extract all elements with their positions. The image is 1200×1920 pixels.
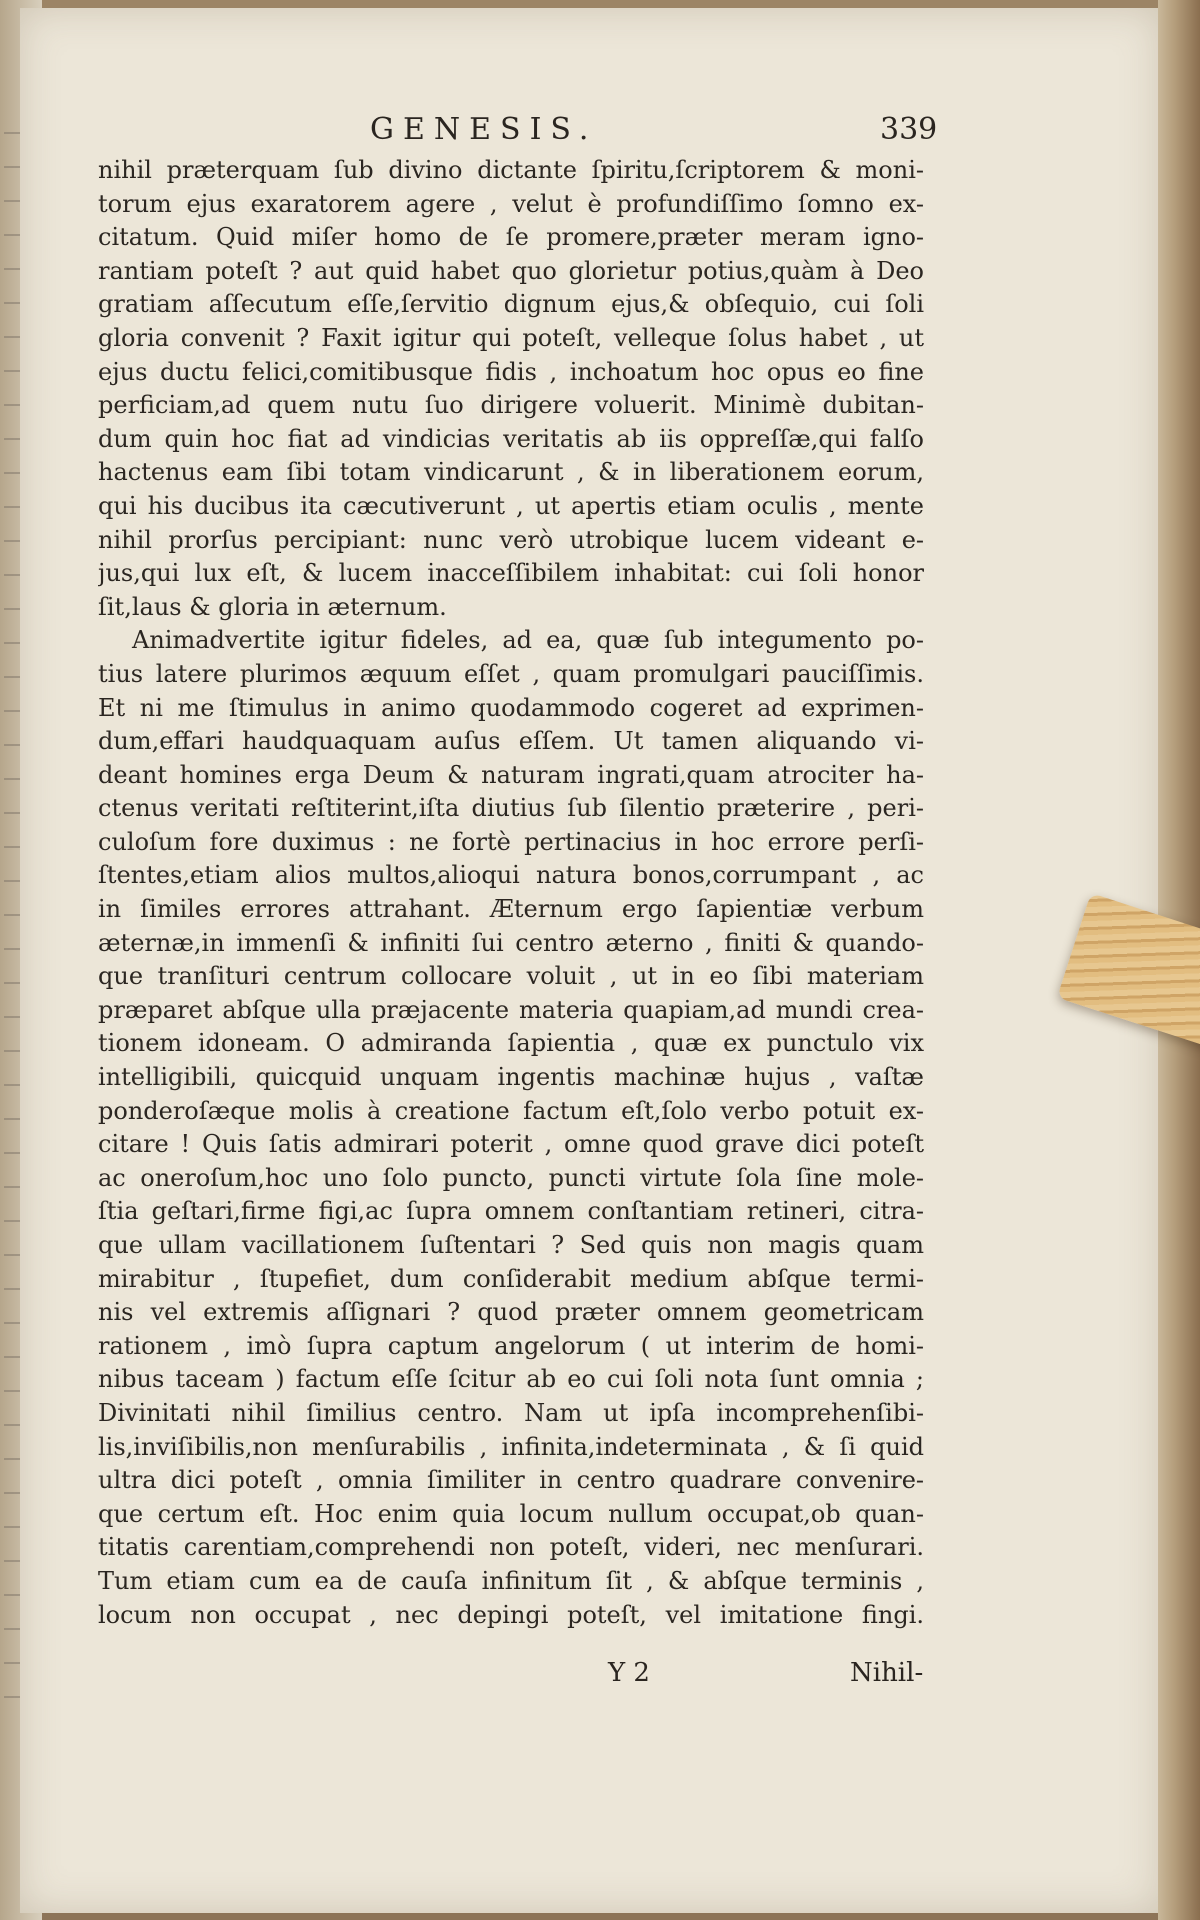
text-line: æternæ,in immenſi & infiniti ſui centro æterno , finiti & quando-	[98, 928, 924, 957]
text-line: ſtia geſtari,firme figi,ac ſupra omnem conſtantiam retineri, citra-	[98, 1197, 924, 1226]
text-line: dum quin hoc fiat ad vindicias veritatis ab iis oppreſſæ,qui falſo	[98, 424, 924, 453]
text-line: ultra dici poteſt , omnia ſimiliter in centro quadrare convenire-	[98, 1466, 924, 1495]
body-text	[98, 154, 924, 1632]
text-line: ctenus veritati reſtiterint,iſta diutius ſub ſilentio præterire , peri-	[98, 794, 924, 823]
text-line: nibus taceam ) factum eſſe ſcitur ab eo cui ſoli nota ſunt omnia ;	[98, 1365, 924, 1394]
text-line: locum non occupat , nec depingi poteſt, vel imitatione fingi.	[98, 1600, 924, 1629]
text-line: tius latere plurimos æquum eſſet , quam promulgari pauciſſimis.	[98, 659, 924, 688]
text-line: nihil prorſus percipiant: nunc verò utrobique lucem videant e-	[98, 525, 924, 554]
text-line: ſit,laus & gloria in æternum.	[98, 592, 447, 621]
page-header	[80, 112, 1060, 152]
text-line: ſtentes,etiam alios multos,alioqui natura bonos,corrumpant , ac	[98, 861, 924, 890]
signature-mark: Y 2	[608, 1658, 650, 1688]
text-line: nihil præterquam ſub divino dictante ſpiritu,ſcriptorem & moni-	[98, 156, 924, 184]
text-line: dum,effari haudquaquam auſus eſſem. Ut tamen aliquando vi-	[98, 727, 924, 756]
catchword: Nihil-	[850, 1658, 924, 1688]
text-line: citare ! Quis ſatis admirari poterit , omne quod grave dici poteſt	[98, 1130, 924, 1159]
text-line: Tum etiam cum ea de cauſa infinitum ſit , & abſque terminis ,	[98, 1566, 924, 1595]
text-line: gratiam aſſecutum eſſe,ſervitio dignum ejus,& obſequio, cui ſoli	[98, 290, 924, 319]
text-line: titatis carentiam,comprehendi non poteſt, videri, nec menſurari.	[98, 1533, 924, 1562]
text-line: deant homines erga Deum & naturam ingrati,quam atrociter ha-	[98, 760, 924, 789]
running-title: GENESIS.	[370, 112, 598, 147]
text-line: gloria convenit ? Faxit igitur qui poteſt, velleque ſolus habet , ut	[98, 323, 924, 352]
text-line: qui his ducibus ita cæcutiverunt , ut apertis etiam oculis , mente	[98, 491, 924, 520]
text-line: ejus ductu felici,comitibusque fidis , inchoatum hoc opus eo fine	[98, 357, 924, 386]
text-line: lis,inviſibilis,non menſurabilis , infinita,indeterminata , & ſi quid	[98, 1432, 924, 1461]
text-line: citatum. Quid miſer homo de ſe promere,præter meram igno-	[98, 223, 924, 252]
text-line: torum ejus exaratorem agere , velut è profundiſſimo ſomno ex-	[98, 189, 924, 218]
text-line: hactenus eam ſibi totam vindicarunt , & in liberationem eorum,	[98, 458, 924, 487]
page-footer	[80, 1658, 960, 1694]
text-line: que tranſituri centrum collocare voluit , ut in eo ſibi materiam	[98, 962, 924, 991]
text-line: culoſum fore duximus : ne fortè pertinacius in hoc errore perſi-	[98, 827, 924, 856]
text-line: rantiam poteſt ? aut quid habet quo glorietur potius,quàm à Deo	[98, 256, 924, 285]
text-line: jus,qui lux eſt, & lucem inacceſſibilem inhabitat: cui ſoli honor	[98, 559, 924, 588]
text-line: ponderoſæque molis à creatione factum eſt,ſolo verbo potuit ex-	[98, 1096, 924, 1125]
text-line: in ſimiles errores attrahant. Æternum ergo ſapientiæ verbum	[98, 895, 924, 924]
book-page	[20, 8, 1160, 1913]
paragraph-start-line: Animadvertite igitur fideles, ad ea, quæ ſub integumento po-	[132, 626, 924, 655]
text-line: perficiam,ad quem nutu ſuo dirigere voluerit. Minimè dubitan-	[98, 391, 924, 420]
text-line: rationem , imò ſupra captum angelorum ( ut interim de homi-	[98, 1331, 924, 1360]
text-line: ac oneroſum,hoc uno ſolo puncto, puncti virtute ſola ſine mole-	[98, 1163, 924, 1192]
page-number: 339	[880, 112, 938, 147]
text-line: Et ni me ſtimulus in animo quodammodo cogeret ad exprimen-	[98, 693, 924, 722]
text-line: intelligibili, quicquid unquam ingentis machinæ hujus , vaſtæ	[98, 1063, 924, 1092]
text-line: Divinitati nihil ſimilius centro. Nam ut ipſa incomprehenſibi-	[98, 1398, 924, 1427]
text-line: que ullam vacillationem ſuſtentari ? Sed quis non magis quam	[98, 1231, 924, 1259]
text-line: que certum eſt. Hoc enim quia locum nullum occupat,ob quan-	[98, 1499, 924, 1528]
text-line: tionem idoneam. O admiranda ſapientia , quæ ex punctulo vix	[98, 1029, 924, 1058]
text-line: mirabitur , ſtupefiet, dum conſiderabit medium abſque termi-	[98, 1264, 924, 1293]
text-line: nis vel extremis aſſignari ? quod præter omnem geometricam	[98, 1298, 924, 1327]
text-line: præparet abſque ulla præjacente materia quapiam,ad mundi crea-	[98, 995, 924, 1024]
